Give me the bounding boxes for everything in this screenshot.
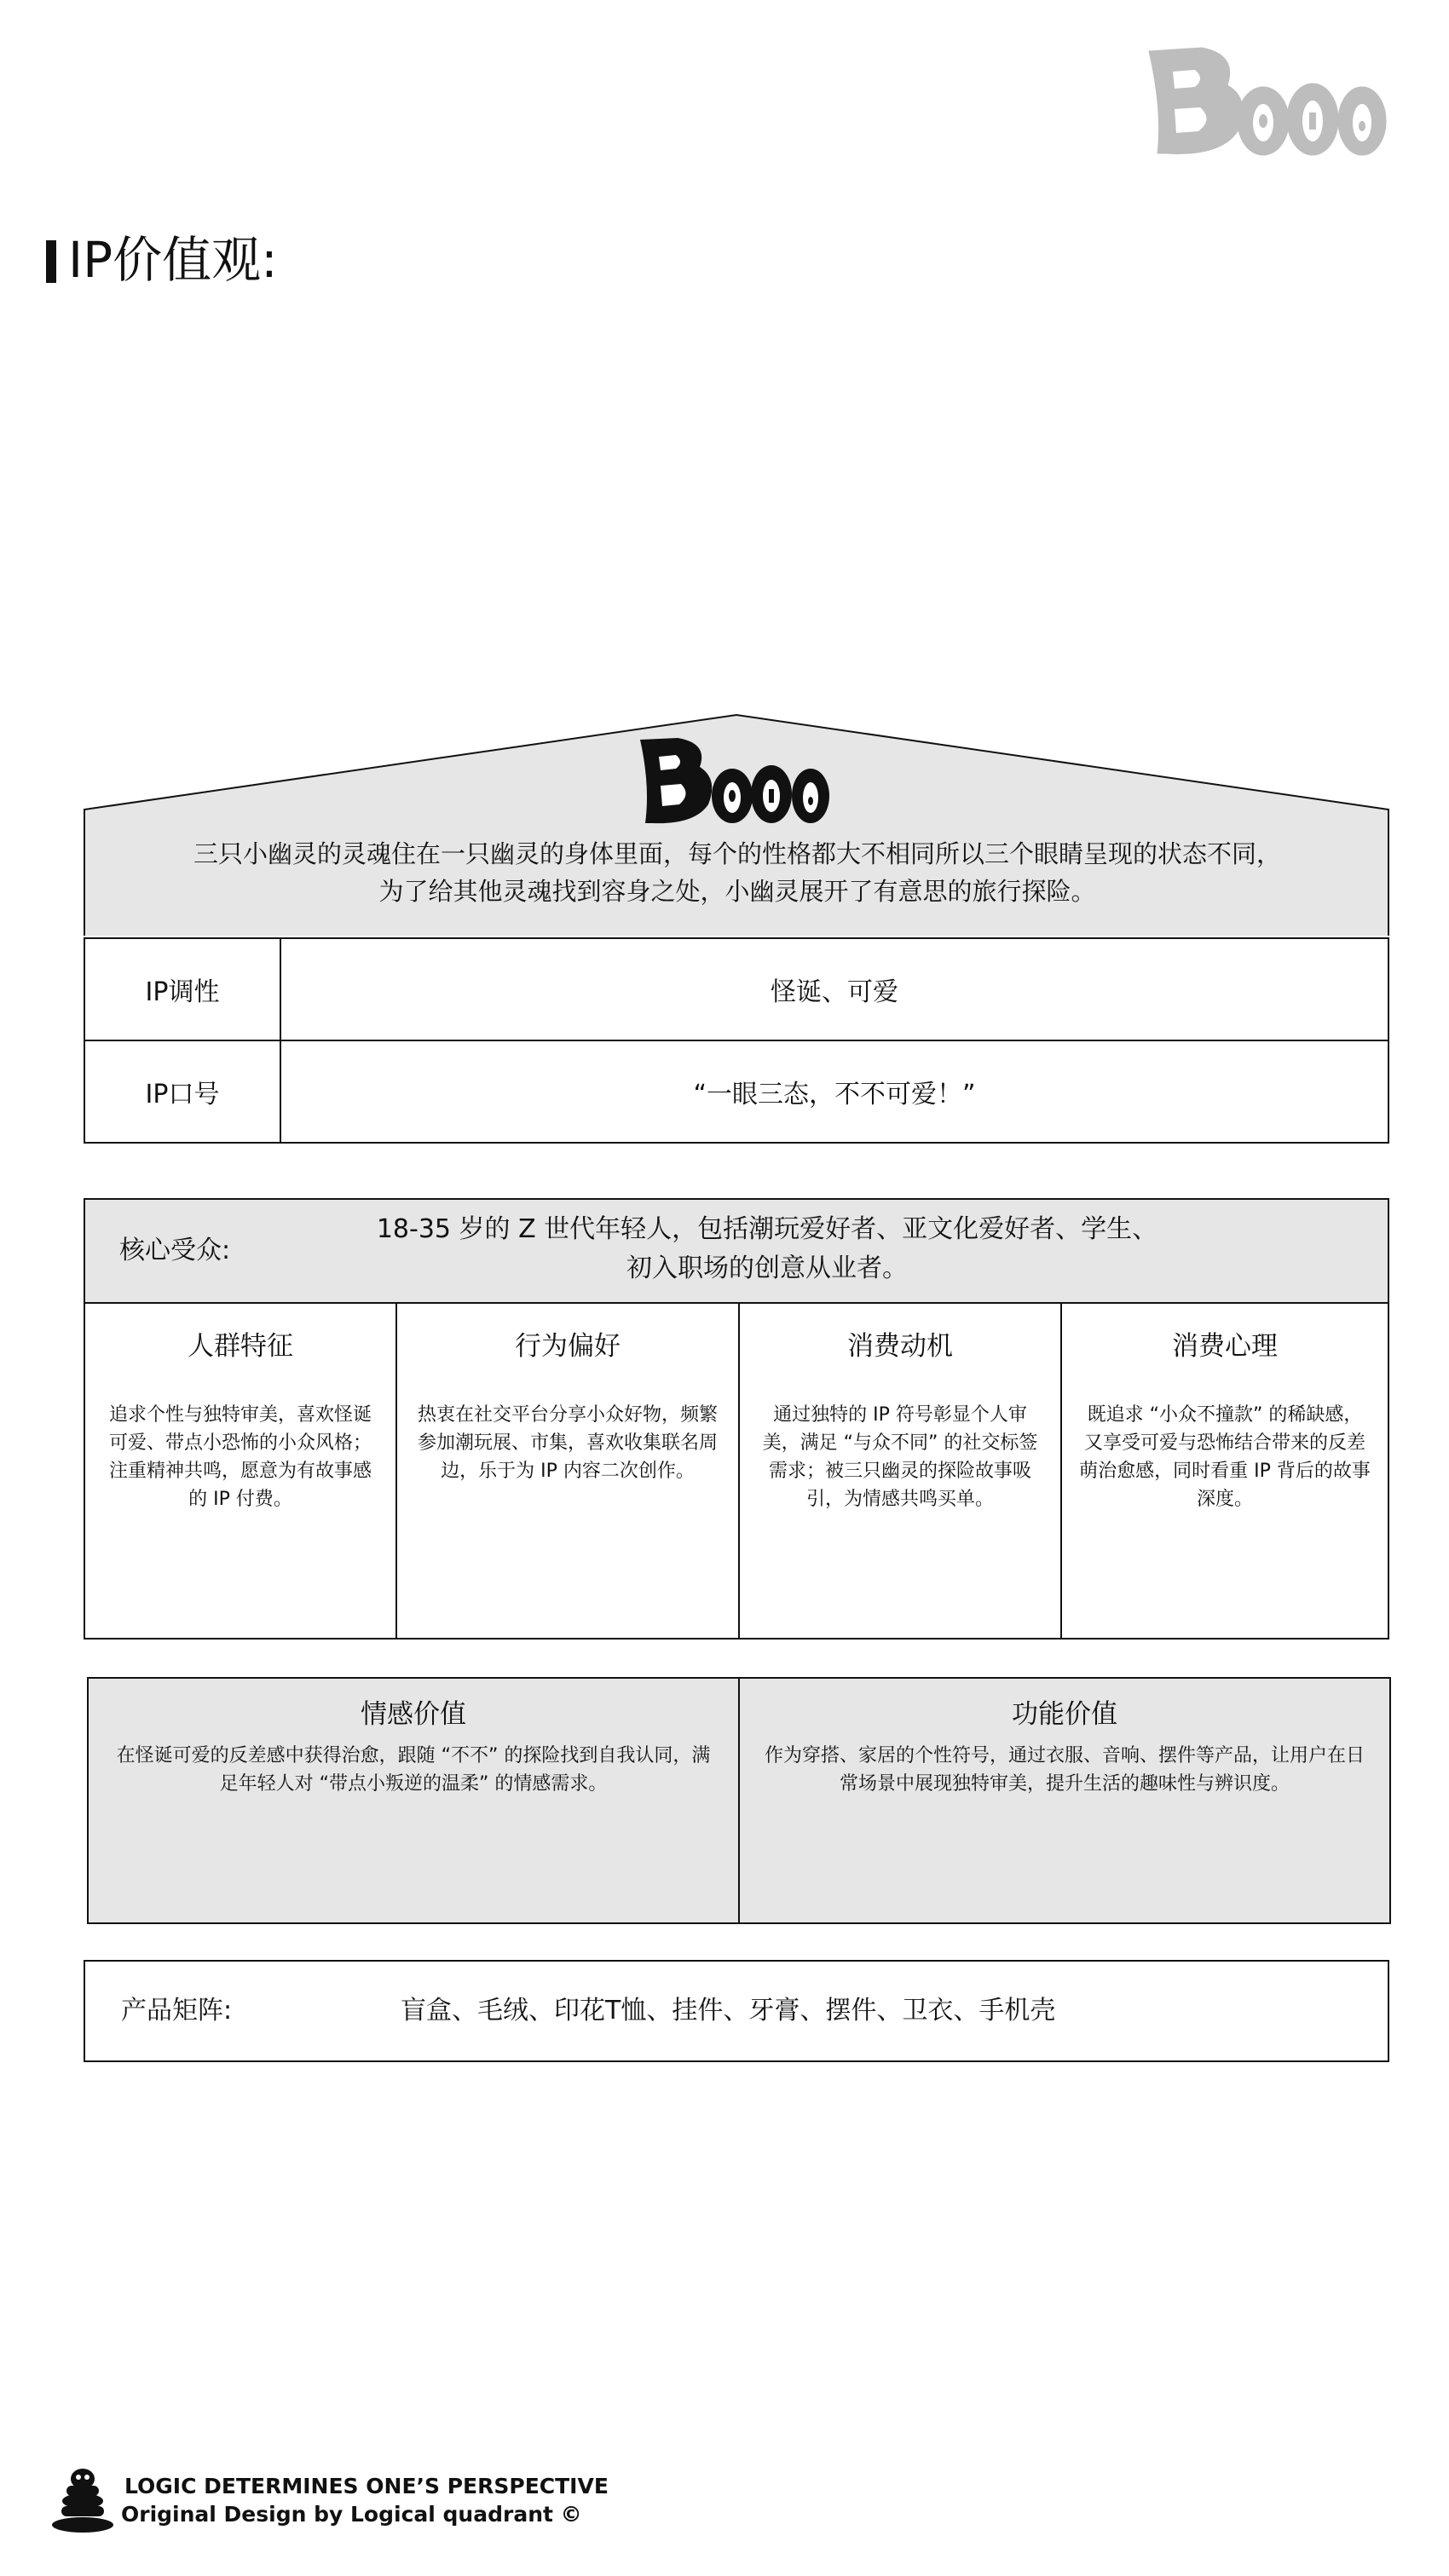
column-text: 热衷在社交平台分享小众好物，频繁参加潮玩展、市集，喜欢收集联名周边，乐于为 IP 内容二次创作。 [417, 1404, 718, 1482]
value-title: 情感价值 [361, 1699, 466, 1730]
audience-label: 核心受众: [119, 1236, 231, 1265]
value-title: 功能价值 [1012, 1699, 1117, 1730]
column-title: 消费心理 [1172, 1331, 1278, 1362]
footer-slogan: LOGIC DETERMINES ONE’S PERSPECTIVE [124, 2474, 609, 2498]
functional-value [738, 1679, 1389, 1922]
ip-tone-value: 怪诞、可爱 [771, 977, 898, 1007]
ip-slogan-value: “一眼三态，不不可爱！” [693, 1080, 976, 1109]
value-text: 在怪诞可爱的反差感中获得治愈，跟随 “不不” 的探险找到自我认同，满足年轻人对 “带点小叛逆的温柔” 的情感需求。 [116, 1745, 711, 1795]
column-title: 人群特征 [188, 1331, 293, 1362]
booo-logo-center [635, 735, 831, 828]
audience-line-1: 18-35 岁的 Z 世代年轻人，包括潮玩爱好者、亚文化爱好者、学生、 [376, 1214, 1158, 1244]
values-grid [87, 1677, 1391, 1924]
column-title: 行为偏好 [515, 1331, 621, 1362]
story-line-2: 为了给其他灵魂找到容身之处，小幽灵展开了有意思的旅行探险。 [378, 877, 1096, 906]
story-line-1: 三只小幽灵的灵魂住在一只幽灵的身体里面，每个的性格都大不相同所以三个眼睛呈现的状态不同， [193, 839, 1281, 868]
column-behavior-preferences [395, 1304, 738, 1638]
stacked-figure-icon [48, 2467, 118, 2533]
product-matrix-label: 产品矩阵: [121, 1996, 233, 2026]
column-text: 追求个性与独特审美，喜欢怪诞可爱、带点小恐怖的小众风格；注重精神共鸣，愿意为有故事感的 IP 付费。 [108, 1404, 372, 1510]
booo-logo-top [1142, 43, 1389, 162]
emotional-value [89, 1679, 738, 1922]
value-text: 作为穿搭、家居的个性符号，通过衣服、音响、摆件等产品，让用户在日常场景中展现独特审美，提升生活的趣味性与辨识度。 [764, 1745, 1365, 1795]
product-matrix-list: 盲盒、毛绒、印花T恤、挂件、牙膏、摆件、卫衣、手机壳 [401, 1996, 1056, 2026]
column-title: 消费动机 [847, 1331, 953, 1362]
column-crowd-traits [85, 1304, 395, 1638]
ip-slogan-label: IP口号 [85, 1041, 281, 1142]
column-text: 既追求 “小众不撞款” 的稀缺感，又享受可爱与恐怖结合带来的反差萌治愈感，同时看重 IP 背后的故事深度。 [1079, 1404, 1371, 1510]
audience-line-2: 初入职场的创意从业者。 [626, 1253, 908, 1283]
column-consumption-psychology [1060, 1304, 1388, 1638]
audience-grid [84, 1302, 1389, 1640]
ip-story-description [94, 835, 1381, 910]
heading-marker [46, 240, 56, 283]
page-title: IP价值观: [68, 231, 278, 289]
ip-tone-row [84, 937, 1389, 1041]
ip-tone-label: IP调性 [85, 939, 281, 1040]
ip-slogan-row [84, 1040, 1389, 1144]
audience-description [307, 1210, 1227, 1288]
footer-credit: Original Design by Logical quadrant © [121, 2502, 582, 2527]
column-consumption-motive [738, 1304, 1060, 1638]
column-text: 通过独特的 IP 符号彰显个人审美，满足 “与众不同” 的社交标签需求；被三只幽灵的探险故事吸引，为情感共鸣买单。 [762, 1404, 1038, 1510]
